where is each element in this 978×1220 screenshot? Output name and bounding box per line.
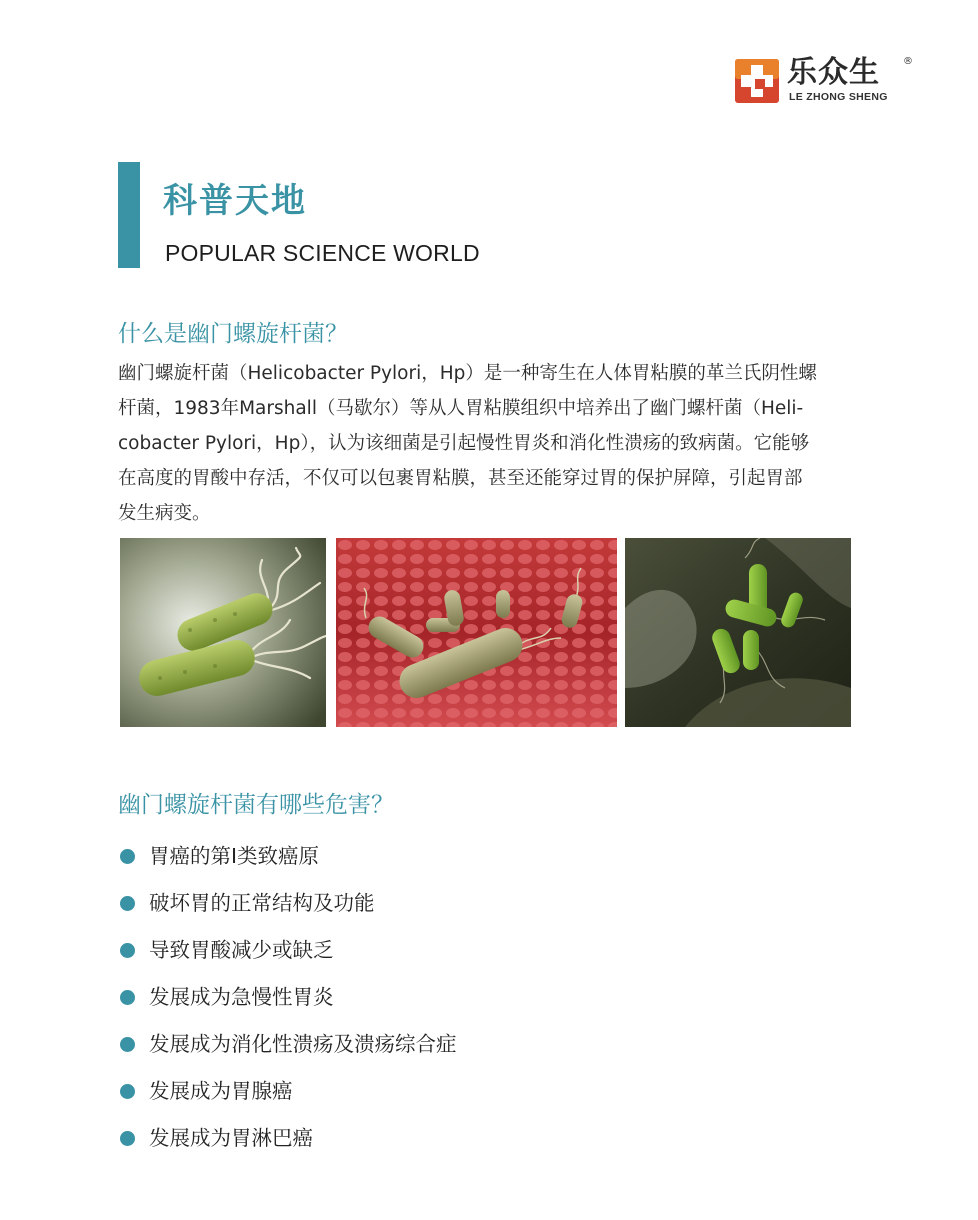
list-item bbox=[120, 977, 720, 1024]
paragraph-line: 在高度的胃酸中存活，不仅可以包裹胃粘膜，甚至还能穿过胃的保护屏障，引起胃部 bbox=[118, 468, 803, 489]
paragraph-line: cobacter Pylori，Hp），认为该细菌是引起慢性胃炎和消化性溃疡的致病菌。它能够 bbox=[118, 433, 810, 454]
list-item-text: 发展成为消化性溃疡及溃疡综合症 bbox=[149, 1032, 457, 1056]
list-item-text: 导致胃酸减少或缺乏 bbox=[149, 938, 334, 962]
list-item-text: 发展成为胃淋巴癌 bbox=[149, 1126, 313, 1150]
bullet-dot-icon bbox=[120, 1037, 135, 1052]
what-is-paragraph bbox=[118, 356, 863, 531]
brand-name-en: LE ZHONG SHENG bbox=[789, 91, 888, 103]
paragraph-line: 发生病变。 bbox=[118, 503, 211, 524]
list-item bbox=[120, 1071, 720, 1118]
brand-name-cn: 乐众生 bbox=[787, 55, 880, 90]
list-item bbox=[120, 930, 720, 977]
list-item bbox=[120, 883, 720, 930]
harms-list bbox=[120, 836, 720, 1165]
list-item-text: 发展成为胃腺癌 bbox=[149, 1079, 293, 1103]
bacteria-illustration-green bbox=[120, 538, 326, 727]
bullet-dot-icon bbox=[120, 1131, 135, 1146]
bullet-dot-icon bbox=[120, 1084, 135, 1099]
bacteria-illustration-stomach-wall bbox=[625, 538, 851, 727]
section-title: 科普天地 bbox=[163, 181, 307, 221]
what-is-heading: 什么是幽门螺旋杆菌？ bbox=[118, 321, 348, 347]
list-item-text: 胃癌的第Ⅰ类致癌原 bbox=[149, 844, 320, 868]
brand-logo bbox=[735, 56, 935, 108]
logo-cross-icon bbox=[735, 59, 779, 103]
list-item bbox=[120, 836, 720, 883]
paragraph-line: 杆菌，1983年Marshall（马歇尔）等从人胃粘膜组织中培养出了幽门螺杆菌（Heli- bbox=[118, 398, 804, 419]
bullet-dot-icon bbox=[120, 849, 135, 864]
section-accent-bar bbox=[118, 162, 140, 268]
bullet-dot-icon bbox=[120, 943, 135, 958]
paragraph-line: 幽门螺旋杆菌（Helicobacter Pylori，Hp）是一种寄生在人体胃粘膜的革兰氏阴性螺 bbox=[118, 363, 817, 384]
section-subtitle: POPULAR SCIENCE WORLD bbox=[165, 240, 480, 266]
registered-mark: ® bbox=[903, 56, 913, 67]
list-item-text: 破坏胃的正常结构及功能 bbox=[149, 891, 375, 915]
list-item bbox=[120, 1024, 720, 1071]
bullet-dot-icon bbox=[120, 990, 135, 1005]
harms-heading: 幽门螺旋杆菌有哪些危害？ bbox=[118, 792, 394, 818]
bullet-dot-icon bbox=[120, 896, 135, 911]
bacteria-illustration-red-mucosa bbox=[336, 538, 617, 727]
list-item-text: 发展成为急慢性胃炎 bbox=[149, 985, 334, 1009]
list-item bbox=[120, 1118, 720, 1165]
